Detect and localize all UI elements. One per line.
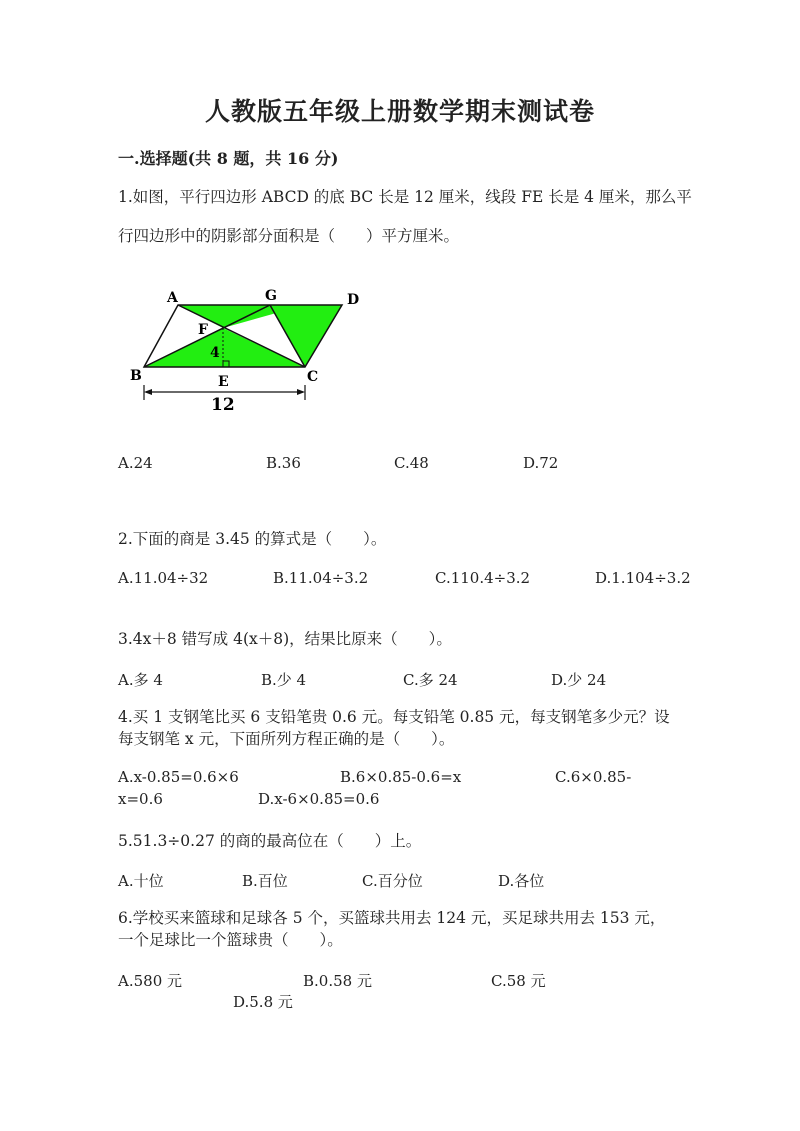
label-height: 4	[210, 345, 220, 361]
question-4-line-2: 每支钢笔 x 元，下面所列方程正确的是（ ）。	[118, 730, 455, 748]
question-3-option-c: C.多 24	[403, 671, 458, 689]
label-B: B	[130, 368, 142, 384]
question-2-option-c: C.110.4÷3.2	[435, 569, 531, 587]
label-D: D	[347, 292, 360, 308]
question-4-line-1: 4.买 1 支钢笔比买 6 支铅笔贵 0.6 元。每支铅笔 0.85 元，每支钢笔多少元？设	[118, 708, 670, 726]
dimension-arrow-right	[297, 389, 305, 395]
question-2-option-d: D.1.104÷3.2	[595, 569, 691, 587]
dimension-arrow-left	[144, 389, 152, 395]
section-heading: 一.选择题(共 8 题，共 16 分)	[118, 149, 339, 168]
question-3-line-1: 3.4x＋8 错写成 4(x＋8)，结果比原来（ ）。	[118, 630, 452, 648]
question-1-option-d: D.72	[523, 454, 559, 472]
question-1-option-c: C.48	[394, 454, 429, 472]
question-6-option-c: C.58 元	[491, 972, 546, 990]
question-5-option-c: C.百分位	[362, 872, 423, 890]
question-1-option-b: B.36	[266, 454, 301, 472]
label-F: F	[198, 322, 208, 338]
page-title: 人教版五年级上册数学期末测试卷	[204, 97, 595, 126]
question-2-option-b: B.11.04÷3.2	[273, 569, 369, 587]
question-4-option-c: C.6×0.85-	[555, 768, 632, 786]
question-6-option-d: D.5.8 元	[233, 993, 293, 1011]
question-5-line-1: 5.51.3÷0.27 的商的最高位在（ ）上。	[118, 832, 422, 850]
question-4-option-d: D.x-6×0.85=0.6	[258, 790, 380, 808]
question-1-line-2: 行四边形中的阴影部分面积是（ ）平方厘米。	[118, 227, 460, 245]
label-C: C	[307, 369, 319, 385]
question-5-option-a: A.十位	[118, 872, 164, 890]
question-5-option-b: B.百位	[242, 872, 288, 890]
question-2-option-a: A.11.04÷32	[118, 569, 209, 587]
question-4-option-a: A.x-0.85=0.6×6	[118, 768, 239, 786]
question-4-option-b: B.6×0.85-0.6=x	[340, 768, 462, 786]
label-G: G	[265, 288, 277, 304]
question-6-option-b: B.0.58 元	[303, 972, 372, 990]
question-3-option-a: A.多 4	[118, 671, 163, 689]
question-1-option-a: A.24	[118, 454, 153, 472]
label-E: E	[218, 374, 229, 390]
question-6-option-a: A.580 元	[118, 972, 182, 990]
parallelogram-figure	[110, 280, 370, 420]
question-3-option-d: D.少 24	[551, 671, 607, 689]
label-base: 12	[211, 395, 235, 415]
question-1-line-1: 1.如图，平行四边形 ABCD 的底 BC 长是 12 厘米，线段 FE 长是 4 厘米，那么平	[118, 188, 692, 206]
question-4-option-c-continued: x=0.6	[118, 790, 163, 808]
question-2-line-1: 2.下面的商是 3.45 的算式是（ ）。	[118, 530, 387, 548]
question-3-option-b: B.少 4	[261, 671, 307, 689]
label-A: A	[167, 290, 178, 306]
question-5-option-d: D.各位	[498, 872, 545, 890]
question-6-line-2: 一个足球比一个篮球贵（ ）。	[118, 931, 343, 949]
question-6-line-1: 6.学校买来篮球和足球各 5 个，买篮球共用去 124 元，买足球共用去 153 元，	[118, 909, 666, 927]
